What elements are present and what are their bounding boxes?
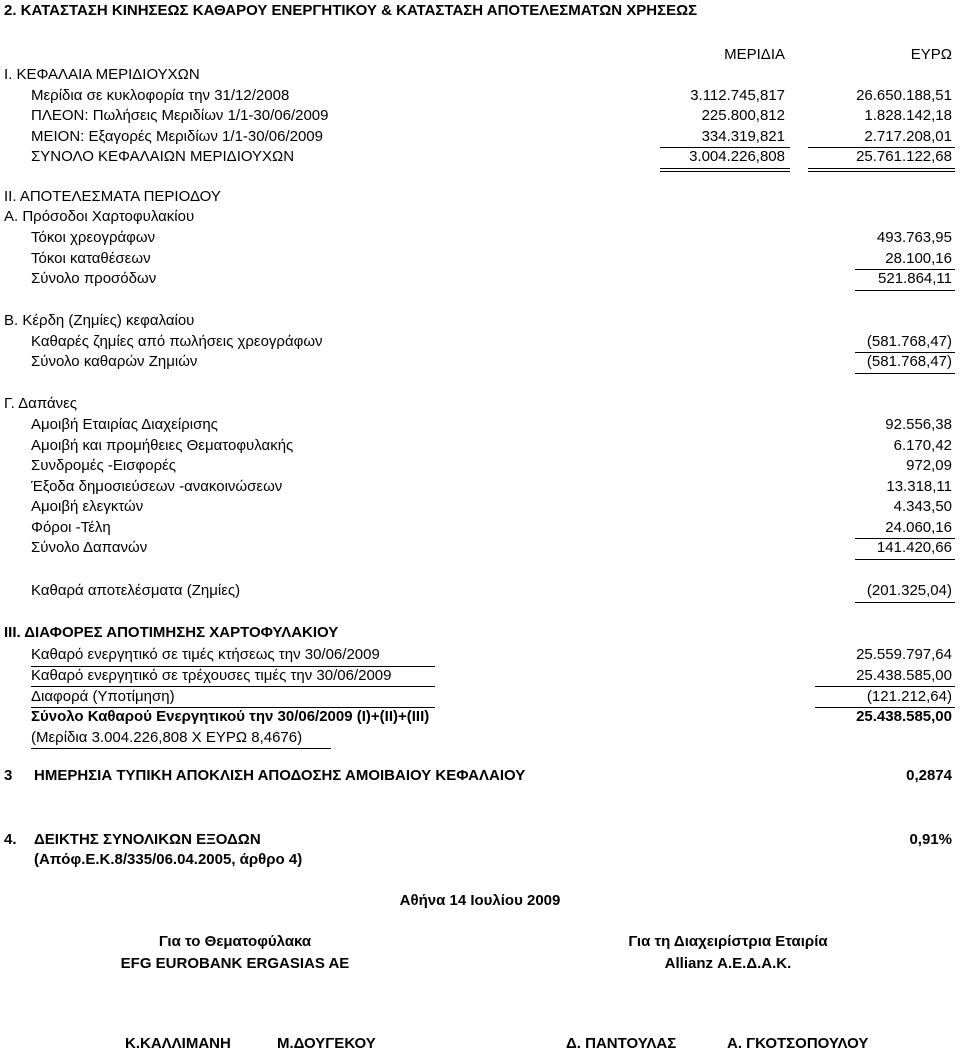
underline	[855, 290, 955, 291]
underline	[815, 686, 955, 687]
page-title: 2. ΚΑΤΑΣΤΑΣΗ ΚΙΝΗΣΕΩΣ ΚΑΘΑΡΟΥ ΕΝΕΡΓΗΤΙΚΟΥ & ΚΑΤΑΣΤΑΣΗ ΑΠΟΤΕΛΕΣΜΑΤΩΝ ΧΡΗΣΕΩΣ	[4, 2, 698, 19]
double-underline	[660, 171, 790, 172]
item4-value: 0,91%	[909, 831, 952, 848]
section3-row-label: Διαφορά (Υποτίμηση)	[31, 688, 175, 705]
signatory-name: Κ.ΚΑΛΛΙΜΑΝΗ	[125, 1035, 231, 1052]
net-result-value: (201.325,04)	[866, 582, 952, 599]
section2c-row-value: 24.060,16	[885, 519, 952, 536]
section2c-row-label: Έξοδα δημοσιεύσεων -ανακοινώσεων	[31, 478, 283, 495]
section1-total-label: ΣΥΝΟΛΟ ΚΕΦΑΛΑΙΩΝ ΜΕΡΙΔΙΟΥΧΩΝ	[31, 148, 295, 165]
custodian-title: Για το Θεματοφύλακα	[158, 933, 312, 950]
section2c-row-label: Συνδρομές -Εισφορές	[31, 457, 177, 474]
section1-row-label: Μερίδια σε κυκλοφορία την 31/12/2008	[31, 87, 290, 104]
section2b-row-label: Καθαρές ζημίες από πωλήσεις χρεογράφων	[31, 333, 323, 350]
section3-row-value: (121.212,64)	[866, 688, 952, 705]
section3-note: (Μερίδια 3.004.226,808 Χ ΕΥΡΩ 8,4676)	[31, 729, 303, 746]
section3-total-value: 25.438.585,00	[856, 708, 952, 725]
section3-row-value: 25.438.585,00	[856, 667, 952, 684]
section2c-row-label: Αμοιβή Εταιρίας Διαχείρισης	[31, 416, 218, 433]
column-header-units: ΜΕΡΙΔΙΑ	[724, 46, 785, 63]
section3-row-label: Καθαρό ενεργητικό σε τιμές κτήσεως την 30/06/2009	[31, 646, 380, 663]
double-underline	[660, 168, 790, 169]
section2b-row-value: (581.768,47)	[866, 333, 952, 350]
section2c-row-label: Αμοιβή και προμήθειες Θεματοφυλακής	[31, 437, 294, 454]
underline	[31, 686, 435, 687]
section2a-row-value: 28.100,16	[885, 250, 952, 267]
section3-heading: ΙΙΙ. ΔΙΑΦΟΡΕΣ ΑΠΟΤΙΜΗΣΗΣ ΧΑΡΤΟΦΥΛΑΚΙΟΥ	[4, 624, 339, 641]
underline	[855, 373, 955, 374]
manager-title: Για τη Διαχειρίστρια Εταιρία	[628, 933, 828, 950]
section2a-total-label: Σύνολο προσόδων	[31, 270, 157, 287]
item4-number: 4.	[4, 831, 17, 848]
net-result-label: Καθαρά αποτελέσματα (Ζημίες)	[31, 582, 241, 599]
item3-value: 0,2874	[906, 767, 952, 784]
section1-total-eur: 25.761.122,68	[856, 148, 952, 165]
place-date: Αθήνα 14 Ιουλίου 2009	[399, 892, 561, 909]
section1-row-eur: 26.650.188,51	[856, 87, 952, 104]
section1-row-units: 3.112.745,817	[690, 87, 785, 104]
double-underline	[808, 171, 955, 172]
section2c-total-label: Σύνολο Δαπανών	[31, 539, 148, 556]
item4-label: ΔΕΙΚΤΗΣ ΣΥΝΟΛΙΚΩΝ ΕΞΟΔΩΝ	[34, 831, 261, 848]
section1-heading: Ι. ΚΕΦΑΛΑΙΑ ΜΕΡΙΔΙΟΥΧΩΝ	[4, 66, 200, 83]
signatory-name: Μ.ΔΟΥΓΕΚΟΥ	[277, 1035, 376, 1052]
section2a-row-label: Τόκοι καταθέσεων	[31, 250, 151, 267]
section2a-heading: Α. Πρόσοδοι Χαρτοφυλακίου	[4, 208, 195, 225]
section1-total-units: 3.004.226,808	[689, 148, 785, 165]
section2b-heading: Β. Κέρδη (Ζημίες) κεφαλαίου	[4, 312, 195, 329]
section2c-row-value: 6.170,42	[893, 437, 952, 454]
item3-label: ΗΜΕΡΗΣΙΑ ΤΥΠΙΚΗ ΑΠΟΚΛΙΣΗ ΑΠΟΔΟΣΗΣ ΑΜΟΙΒΑΙΟΥ ΚΕΦΑΛΑΙΟΥ	[34, 767, 526, 784]
section2c-heading: Γ. Δαπάνες	[4, 395, 78, 412]
section1-row-units: 334.319,821	[701, 128, 785, 145]
section2-heading: ΙΙ. ΑΠΟΤΕΛΕΣΜΑΤΑ ΠΕΡΙΟΔΟΥ	[4, 188, 221, 205]
section1-row-label: ΠΛΕΟΝ: Πωλήσεις Μεριδίων 1/1-30/06/2009	[31, 107, 329, 124]
underline	[31, 748, 331, 749]
section1-row-units: 225.800,812	[701, 107, 785, 124]
section2c-row-value: 13.318,11	[886, 478, 952, 495]
section3-total-label: Σύνολο Καθαρού Ενεργητικού την 30/06/2009 (Ι)+(ΙΙ)+(ΙΙΙ)	[31, 708, 430, 725]
section2a-row-value: 493.763,95	[876, 229, 952, 246]
section2c-row-value: 4.343,50	[893, 498, 952, 515]
section2a-row-label: Τόκοι χρεογράφων	[31, 229, 156, 246]
section2b-total-value: (581.768,47)	[866, 353, 952, 370]
section1-row-eur: 2.717.208,01	[864, 128, 952, 145]
signatory-name: Α. ΓΚΟΤΣΟΠΟΥΛΟΥ	[727, 1035, 869, 1052]
section2c-row-label: Φόροι -Τέλη	[31, 519, 111, 536]
underline	[855, 602, 955, 603]
section2b-total-label: Σύνολο καθαρών Ζημιών	[31, 353, 198, 370]
section2c-total-value: 141.420,66	[876, 539, 952, 556]
section3-row-value: 25.559.797,64	[856, 646, 952, 663]
custodian-org: EFG EUROBANK ERGASIAS AE	[120, 955, 350, 972]
column-header-eur: ΕΥΡΩ	[910, 46, 952, 63]
item4-note: (Απόφ.Ε.Κ.8/335/06.04.2005, άρθρο 4)	[34, 851, 303, 868]
signatory-name: Δ. ΠΑΝΤΟΥΛΑΣ	[566, 1035, 677, 1052]
section2c-row-label: Αμοιβή ελεγκτών	[31, 498, 144, 515]
section1-row-eur: 1.828.142,18	[864, 107, 952, 124]
item3-number: 3	[4, 767, 13, 784]
section1-row-label: ΜΕΙΟΝ: Εξαγορές Μεριδίων 1/1-30/06/2009	[31, 128, 323, 145]
manager-org: Allianz Α.Ε.Δ.Α.Κ.	[664, 955, 792, 972]
section2c-row-value: 972,09	[906, 457, 952, 474]
section2c-row-value: 92.556,38	[885, 416, 952, 433]
underline	[855, 559, 955, 560]
section3-row-label: Καθαρό ενεργητικό σε τρέχουσες τιμές την 30/06/2009	[31, 667, 392, 684]
double-underline	[808, 168, 955, 169]
section2a-total-value: 521.864,11	[878, 270, 952, 287]
